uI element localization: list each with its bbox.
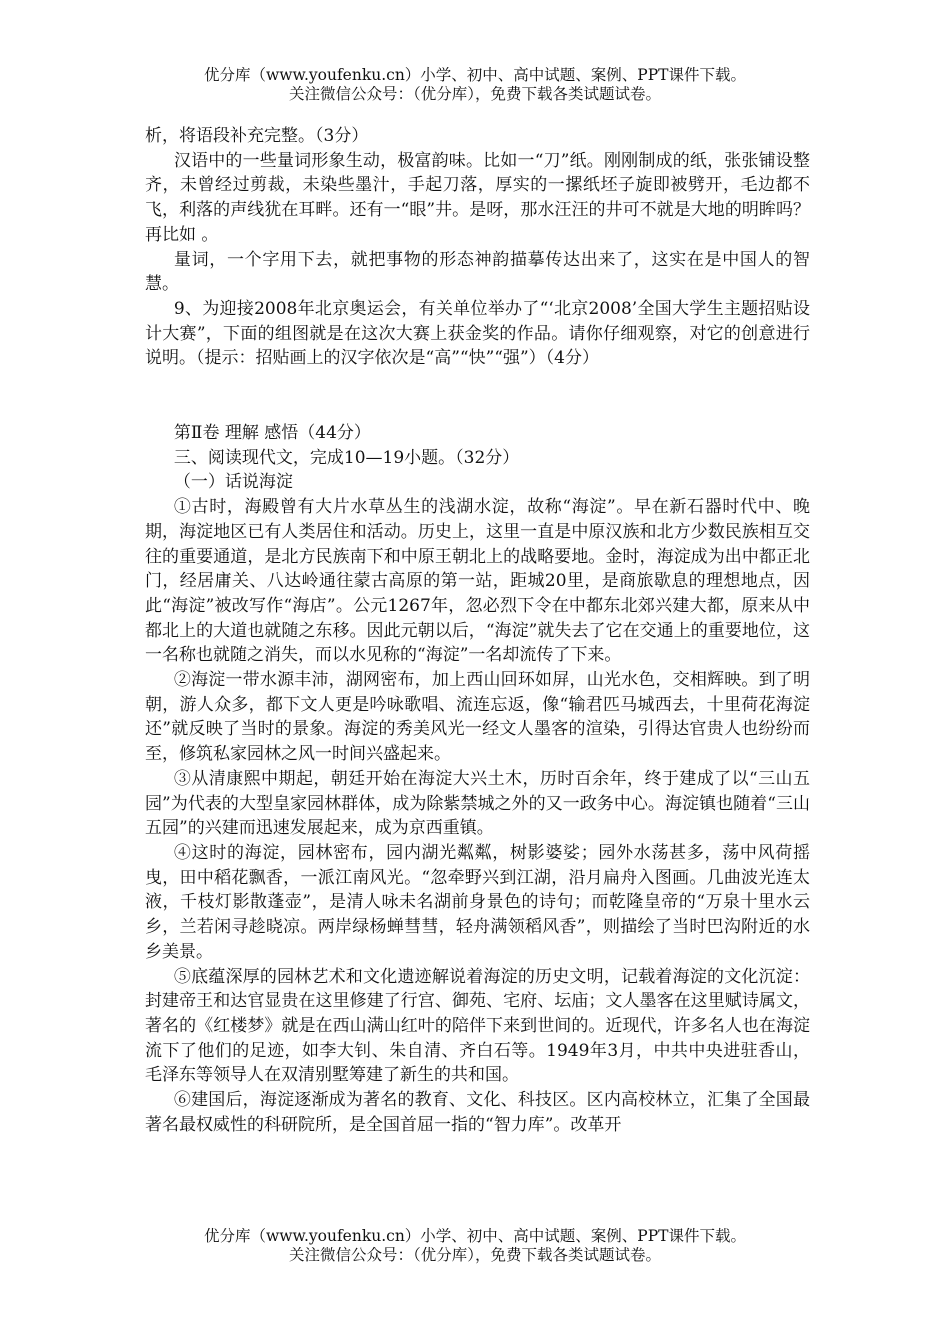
page-header bbox=[0, 66, 950, 104]
document-body bbox=[145, 124, 810, 1137]
article-paragraph-1: ①古时，海殿曾有大片水草丛生的浅湖水淀，故称“海淀”。早在新石器时代中、晚期，海淀地区已有人类居住和活动。历史上，这里一直是中原汉族和北方少数民族相互交往的重要通道，是北方民族南下和中原王朝北上的战略要地。金时，海淀成为出中都正北门，经居庸关、八达岭通往蒙古高原的第一站，距城20里，是商旅歇息的理想地点，因此“海淀”被改写作“海店”。公元1267年，忽必烈下令在中都东北郊兴建大都，原来从中都北上的大道也就随之东移。因此元朝以后，“海淀”就失去了它在交通上的重要地位，这一名称也就随之消失，而以水见称的“海淀”一名却流传了下来。 bbox=[145, 497, 810, 666]
header-line-1: 优分库（www.youfenku.cn）小学、初中、高中试题、案例、PPT课件下载。 bbox=[203, 66, 747, 84]
paragraph-q8-end: 析，将语段补充完整。（3分） bbox=[145, 126, 369, 146]
paragraph-measure-words-conclusion: 量词，一个字用下去，就把事物的形态神韵描摹传达出来了，这实在是中国人的智慧。 bbox=[145, 249, 810, 295]
section-3-heading: 三、阅读现代文，完成10—19小题。（32分） bbox=[173, 447, 520, 468]
article-title: （一）话说海淀 bbox=[173, 472, 293, 493]
footer-line-1: 优分库（www.youfenku.cn）小学、初中、高中试题、案例、PPT课件下载。 bbox=[203, 1227, 747, 1245]
article-paragraph-3: ③从清康熙中期起，朝廷开始在海淀大兴土木，历时百余年，终于建成了以“三山五园”为代表的大型皇家园林群体，成为除紫禁城之外的又一政务中心。海淀镇也随着“三山五园”的兴建而迅速发展起来，成为京西重镇。 bbox=[145, 768, 810, 839]
spacer bbox=[145, 371, 810, 421]
paragraph-measure-words: 汉语中的一些量词形象生动，极富韵味。比如一“刀”纸。刚刚制成的纸，张张铺设整齐，未曾经过剪裁，未染些墨汁，手起刀落，厚实的一摞纸坯子旋即被劈开，毛边都不飞，利落的声线犹在耳畔。还有一“眼”井。是呀，那水汪汪的井可不就是大地的明眸吗？再比如 。 bbox=[145, 150, 810, 245]
article-paragraph-6: ⑥建国后，海淀逐渐成为著名的教育、文化、科技区。区内高校林立，汇集了全国最著名最权威性的科研院所，是全国首屈一指的“智力库”。改革开 bbox=[145, 1090, 810, 1135]
footer-line-2: 关注微信公众号：（优分库），免费下载各类试题试卷。 bbox=[288, 1246, 661, 1264]
article-paragraph-5: ⑤底蕴深厚的园林艺术和文化遗迹解说着海淀的历史文明，记载着海淀的文化沉淀：封建帝王和达官显贵在这里修建了行宫、御苑、宅府、坛庙；文人墨客在这里赋诗属文，著名的《红楼梦》就是在西山满山红叶的陪伴下来到世间的。近现代，许多名人也在海淀流下了他们的足迹，如李大钊、朱自清、齐白石等。1949年3月，中共中央进驻香山，毛泽东等领导人在双清别墅筹建了新生的共和国。 bbox=[145, 966, 810, 1086]
section-title: 第Ⅱ卷 理解 感悟（44分） bbox=[173, 423, 371, 444]
header-line-2: 关注微信公众号：（优分库），免费下载各类试题试卷。 bbox=[288, 85, 661, 103]
page-footer bbox=[0, 1227, 950, 1265]
question-9: 9、为迎接2008年北京奥运会，有关单位举办了“‘北京2008’全国大学生主题招贴设计大赛”，下面的组图就是在这次大赛上获金奖的作品。请你仔细观察，对它的创意进行说明。（提示：招贴画上的汉字依次是“高”“快”“强”）（4分） bbox=[145, 298, 810, 369]
article-paragraph-2: ②海淀一带水源丰沛，湖网密布，加上西山回环如屏，山光水色，交相辉映。到了明朝，游人众多，都下文人更是吟咏歌唱、流连忘返，像“输君匹马城西去，十里荷花海淀还”就反映了当时的景象。海淀的秀美风光一经文人墨客的渲染，引得达官贵人也纷纷而至，修筑私家园林之风一时间兴盛起来。 bbox=[145, 670, 810, 765]
article-paragraph-4: ④这时的海淀，园林密布，园内湖光粼粼，树影婆娑；园外水荡甚多，荡中风荷摇曳，田中稻花飘香，一派江南风光。“忽牵野兴到江湖，沿月扁舟入图画。几曲波光连太液，千枝灯影散蓬壶”，是清人咏未名湖前身景色的诗句；而乾隆皇帝的“万泉十里水云乡，兰若闲寻趁晓凉。两岸绿杨蝉彗彗，轻舟满领稻风香”，则描绘了当时巴沟附近的水乡美景。 bbox=[145, 842, 810, 962]
